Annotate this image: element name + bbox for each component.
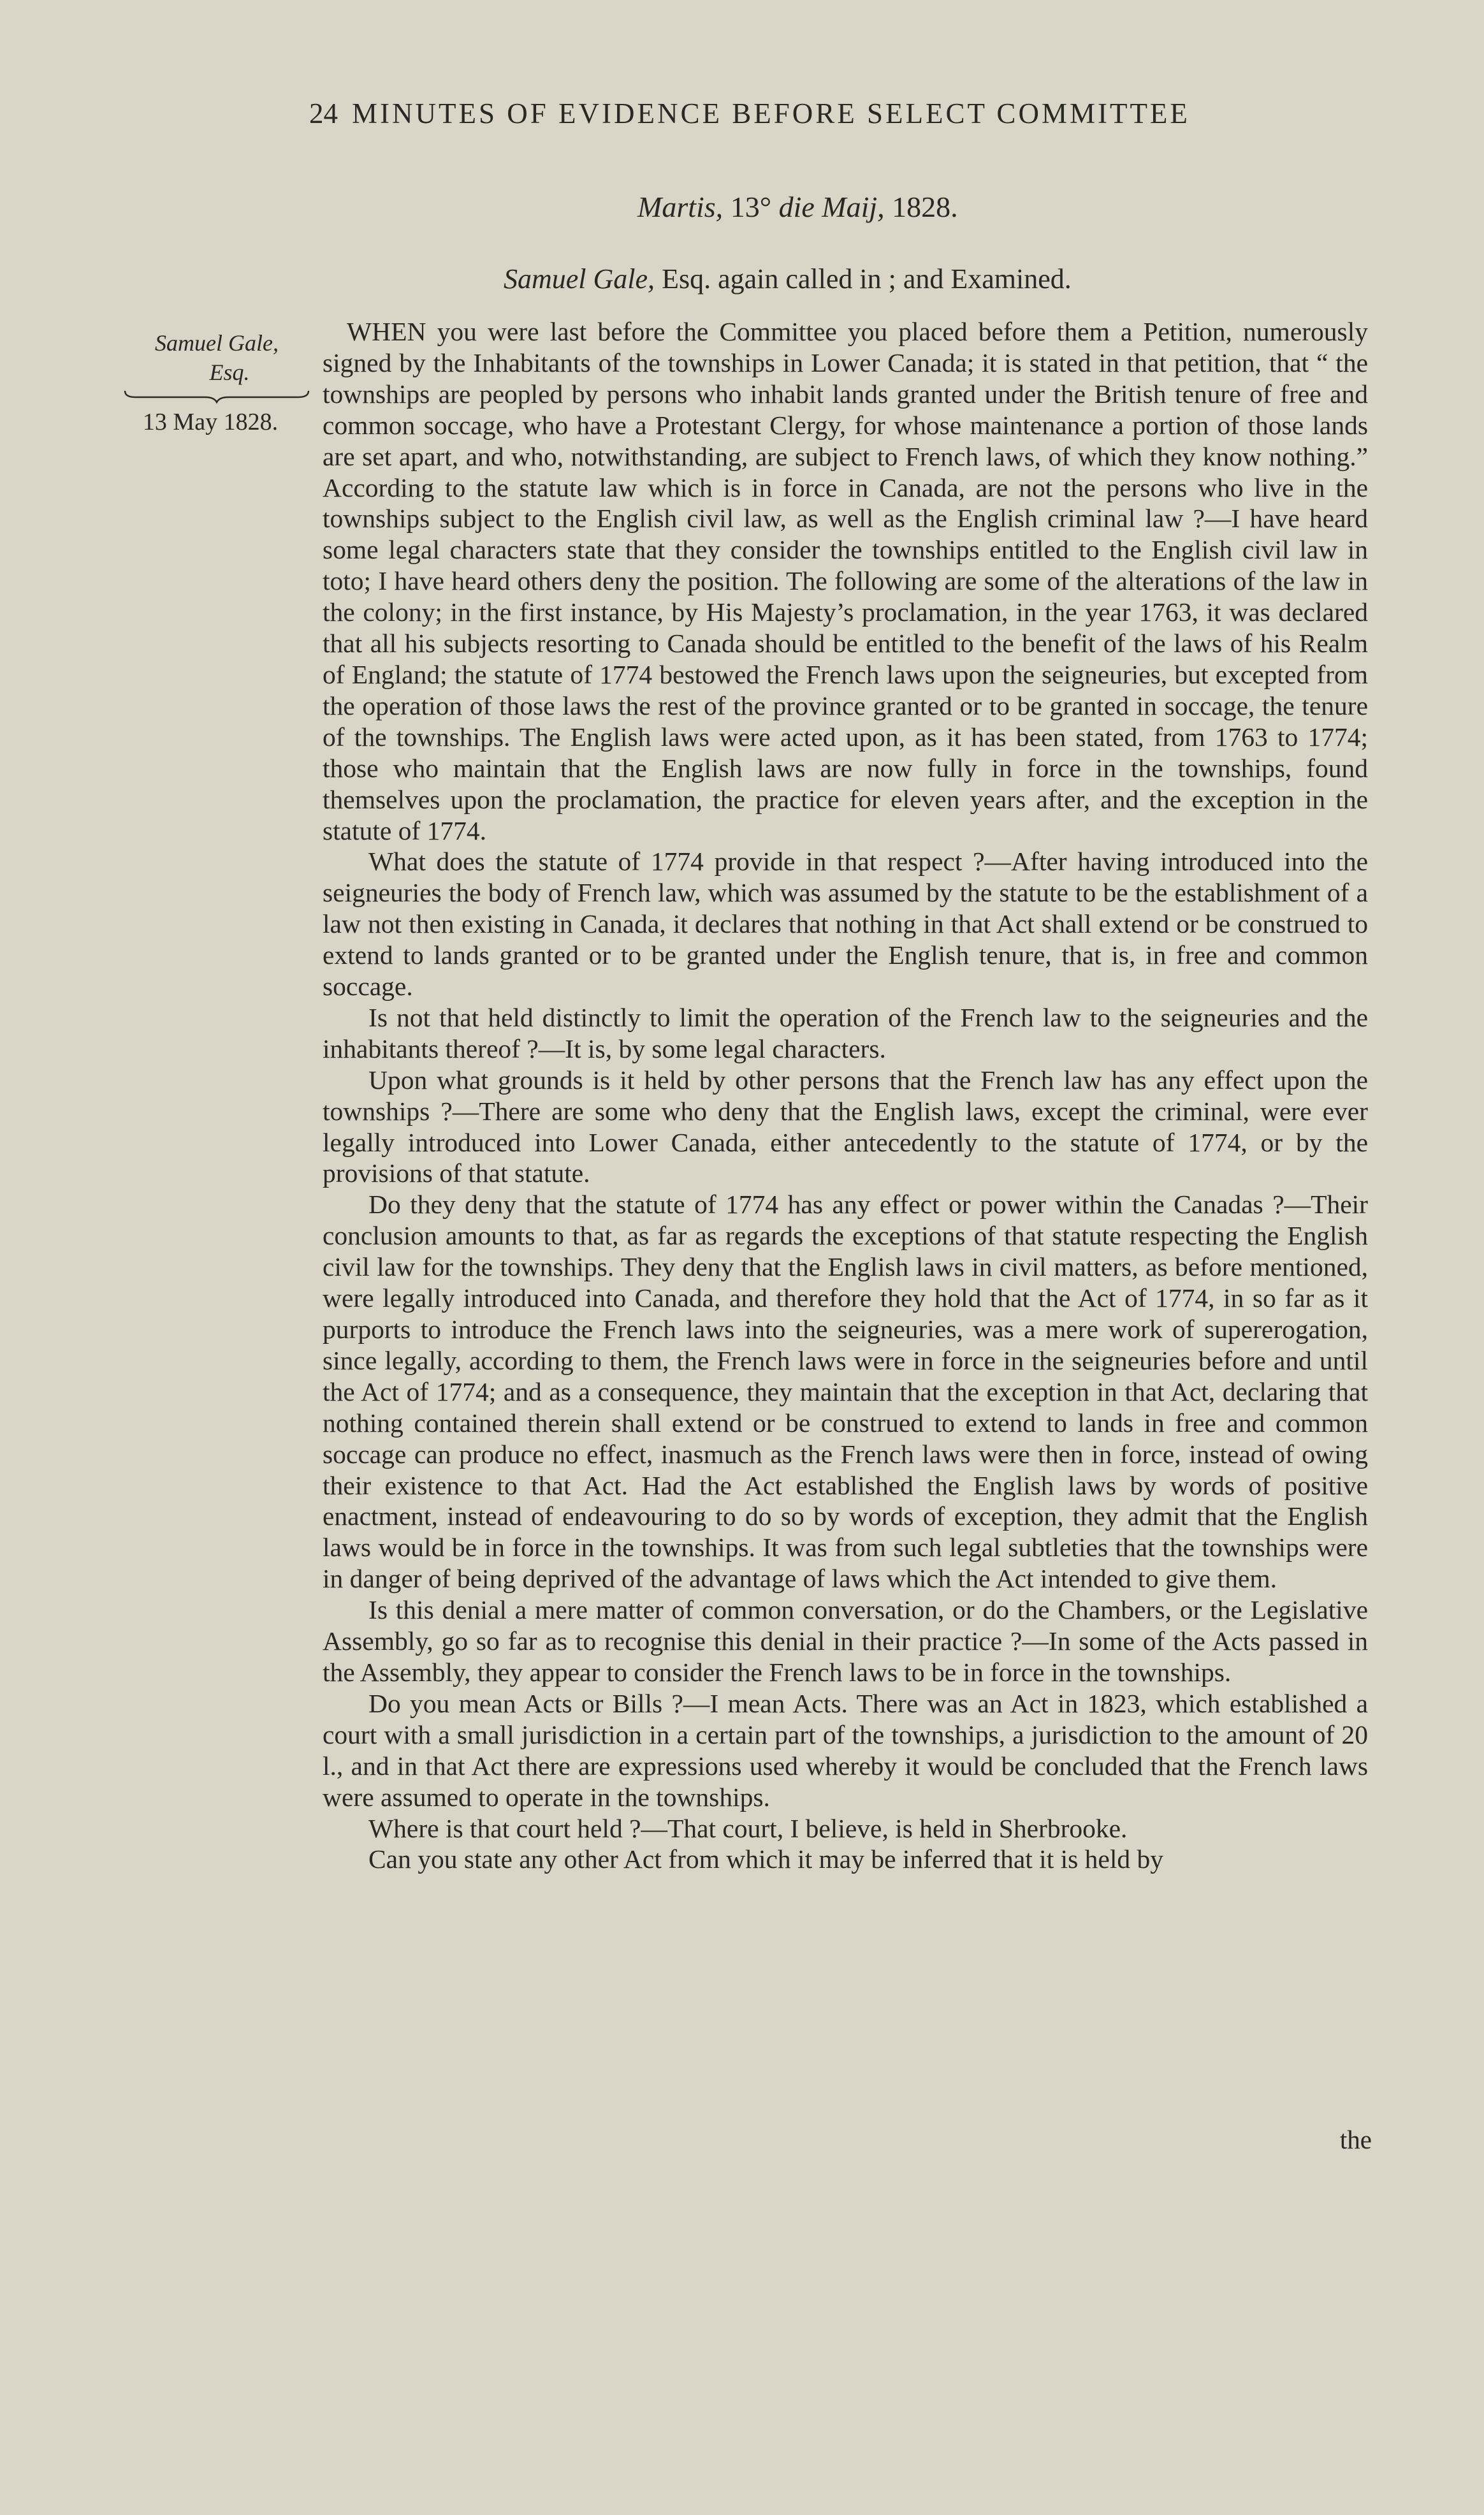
catchword: the	[1339, 2125, 1372, 2154]
page-number: 24	[309, 98, 338, 129]
paragraph: Is this denial a mere matter of common conversation, or do the Chambers, or the Legislative Assembly, go so far as to recognise this denial in their practice ?—In some of the Acts passed in the Assembly, they appear to consider the French laws to be in force in the townships.	[323, 1595, 1368, 1687]
paragraph: Upon what grounds is it held by other persons that the French law has any effect upon the townships ?—There are some who deny that the English laws, except the criminal, were ever legally introduced into Lower Canada, either antecedently to the statute of 1774, or by the provisions of that statute.	[323, 1065, 1368, 1188]
margin-esq: Esq.	[209, 360, 250, 385]
date-mid: 13°	[723, 191, 779, 223]
date-italic-2: die Maij,	[778, 191, 885, 223]
witness-called-line	[504, 263, 1072, 295]
paragraph: WHEN you were last before the Committee you placed before them a Petition, numerously signed by the Inhabitants of the townships in Lower Canada; it is stated in that petition, that “ the townships are peopled by persons who inhabit lands granted under the British tenure of free and common soccage, who have a Protestant Clergy, for whose maintenance a portion of those lands are set apart, and who, notwithstanding, are subject to French laws, of which they know nothing.” According to the statute law which is in force in Canada, are not the persons who live in the townships subject to the English civil law, as well as the English criminal law ?—I have heard some legal characters state that they consider the townships entitled to the English civil law in toto; I have heard others deny the position. The following are some of the alterations of the law in the colony; in the first instance, by His Majesty’s proclamation, in the year 1763, it was declared that all his subjects resorting to Canada should be entitled to the benefit of the laws of his Realm of England; the statute of 1774 bestowed the French laws upon the seigneuries, but excepted from the operation of those laws the rest of the province granted or to be granted in soccage, the tenure of the townships. The English laws were acted upon, as it has been stated, from 1763 to 1774; those who maintain that the English laws are now fully in force in the townships, found themselves upon the proclamation, the practice for eleven years after, and the exception in the statute of 1774.	[323, 317, 1368, 845]
margin-name: Samuel Gale,	[155, 330, 279, 356]
paragraph: Is not that held distinctly to limit the operation of the French law to the seigneuries and the inhabitants thereof ?—It is, by some legal characters.	[323, 1002, 1368, 1063]
witness-rest: Esq. again called in ; and Examined.	[655, 263, 1072, 295]
date-year: 1828.	[884, 191, 958, 223]
paragraph: Can you state any other Act from which it may be inferred that it is held by	[368, 1844, 1163, 1874]
date-italic-1: Martis,	[637, 191, 724, 223]
session-date	[0, 190, 1484, 224]
paragraph: Where is that court held ?—That court, I believe, is held in Sherbrooke.	[368, 1813, 1128, 1843]
paragraph: What does the statute of 1774 provide in that respect ?—After having introduced into the seigneuries the body of French law, which was assumed by the statute to be the establishment of a law not then existing in Canada, it declares that nothing in that Act shall extend or be construed to extend to lands granted or to be granted under the English tenure, that is, in free and common soccage.	[323, 847, 1368, 1002]
brace-icon	[121, 388, 312, 404]
paragraph: Do they deny that the statute of 1774 has any effect or power within the Canadas ?—Their conclusion amounts to that, as far as regards the exceptions of that statute respecting the English civil law for the townships. They deny that the English laws in civil matters, as before mentioned, were legally introduced into Canada, and therefore they hold that the Act of 1774, in so far as it purports to introduce the French laws into the seigneuries, was a mere work of supererogation, since legally, according to them, the French laws were in force in the seigneuries before and until the Act of 1774; and as a consequence, they maintain that the exception in that Act, declaring that nothing contained therein shall extend or be construed to extend to lands in free and common soccage can produce no effect, inasmuch as the French laws were then in force, instead of owing their existence to that Act. Had the Act established the English laws by words of positive enactment, instead of endeavouring to do so by words of exception, they admit that the English laws would be in force in the townships. It was from such legal subtleties that the townships were in danger of being deprived of the advantage of laws which the Act intended to give them.	[323, 1190, 1368, 1594]
margin-note	[121, 328, 312, 437]
margin-date: 13 May 1828.	[142, 409, 279, 435]
witness-name: Samuel Gale,	[504, 263, 655, 295]
running-head	[309, 97, 1418, 130]
testimony-text	[323, 316, 1368, 1875]
running-title: MINUTES OF EVIDENCE BEFORE SELECT COMMITTEE	[352, 98, 1190, 129]
paragraph: Do you mean Acts or Bills ?—I mean Acts. There was an Act in 1823, which established a court with a small jurisdiction in a certain part of the townships, a jurisdiction to the amount of 20 l., and in that Act there are expressions used whereby it would be concluded that the French laws were assumed to operate in the townships.	[323, 1688, 1368, 1812]
